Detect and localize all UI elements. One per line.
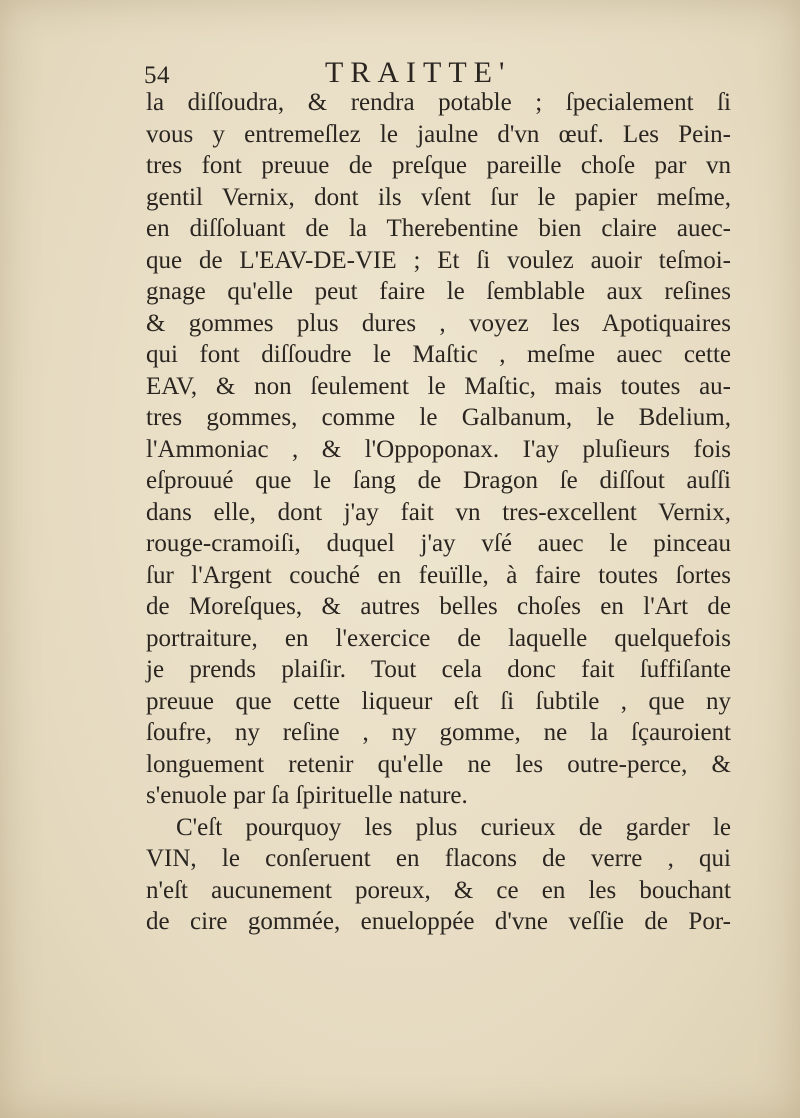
text-line: l'Ammoniac , & l'Oppoponax. I'ay pluſieurs fois: [146, 435, 731, 463]
text-line: que de L'EAV-DE-VIE ; Et ſi voulez auoir teſmoi-: [146, 246, 731, 274]
text-line: dans elle, dont j'ay fait vn tres-excellent Vernix,: [146, 498, 731, 526]
text-line: la diſſoudra, & rendra potable ; ſpecialement ſi: [146, 89, 731, 116]
text-line: gnage qu'elle peut faire le ſemblable aux reſines: [146, 278, 731, 305]
text-line: preuue que cette liqueur eſt ſi ſubtile , que ny: [146, 687, 731, 715]
text-line: portraiture, en l'exercice de laquelle quelquefois: [146, 624, 731, 652]
text-line: vous y entremeſlez le jaulne d'vn œuf. Les Pein-: [146, 120, 731, 148]
page-number: 54: [144, 62, 170, 89]
text-line: & gommes plus dures , voyez les Apotiquaires: [146, 309, 731, 337]
text-line-paragraph-start: C'eſt pourquoy les plus curieux de garder le: [176, 813, 731, 841]
text-line: ſur l'Argent couché en feuïlle, à faire toutes ſortes: [146, 561, 731, 589]
text-line: de cire gommée, enueloppée d'vne veſſie de Por-: [146, 908, 731, 935]
text-line: VIN, le conſeruent en flacons de verre , qui: [146, 845, 731, 872]
text-line: eſprouué que le ſang de Dragon ſe diſſout auſſi: [146, 467, 731, 494]
text-line: rouge-cramoiſi, duquel j'ay vſé auec le pinceau: [146, 530, 731, 557]
page-header: [140, 52, 730, 92]
text-line: longuement retenir qu'elle ne les outre-perce, &: [146, 750, 731, 778]
text-line: gentil Vernix, dont ils vſent ſur le papier meſme,: [146, 183, 731, 211]
text-line: EAV, & non ſeulement le Maſtic, mais toutes au-: [146, 372, 731, 400]
text-line: n'eſt aucunement poreux, & ce en les bouchant: [146, 876, 731, 904]
body-text: [146, 87, 731, 938]
text-line: en diſſoluant de la Therebentine bien claire auec-: [146, 215, 731, 242]
running-title: TRAITTE': [325, 56, 512, 89]
text-line-paragraph-end: s'enuole par ſa ſpirituelle nature.: [146, 782, 468, 809]
text-line: je prends plaiſir. Tout cela donc fait ſuffiſante: [146, 656, 731, 683]
text-line: tres gommes, comme le Galbanum, le Bdelium,: [146, 404, 731, 431]
text-line: ſoufre, ny reſine , ny gomme, ne la ſçauroient: [146, 719, 731, 746]
text-line: tres font preuue de preſque pareille choſe par vn: [146, 152, 731, 179]
text-line: qui font diſſoudre le Maſtic , meſme auec cette: [146, 341, 731, 368]
text-line: de Moreſques, & autres belles choſes en l'Art de: [146, 593, 731, 620]
